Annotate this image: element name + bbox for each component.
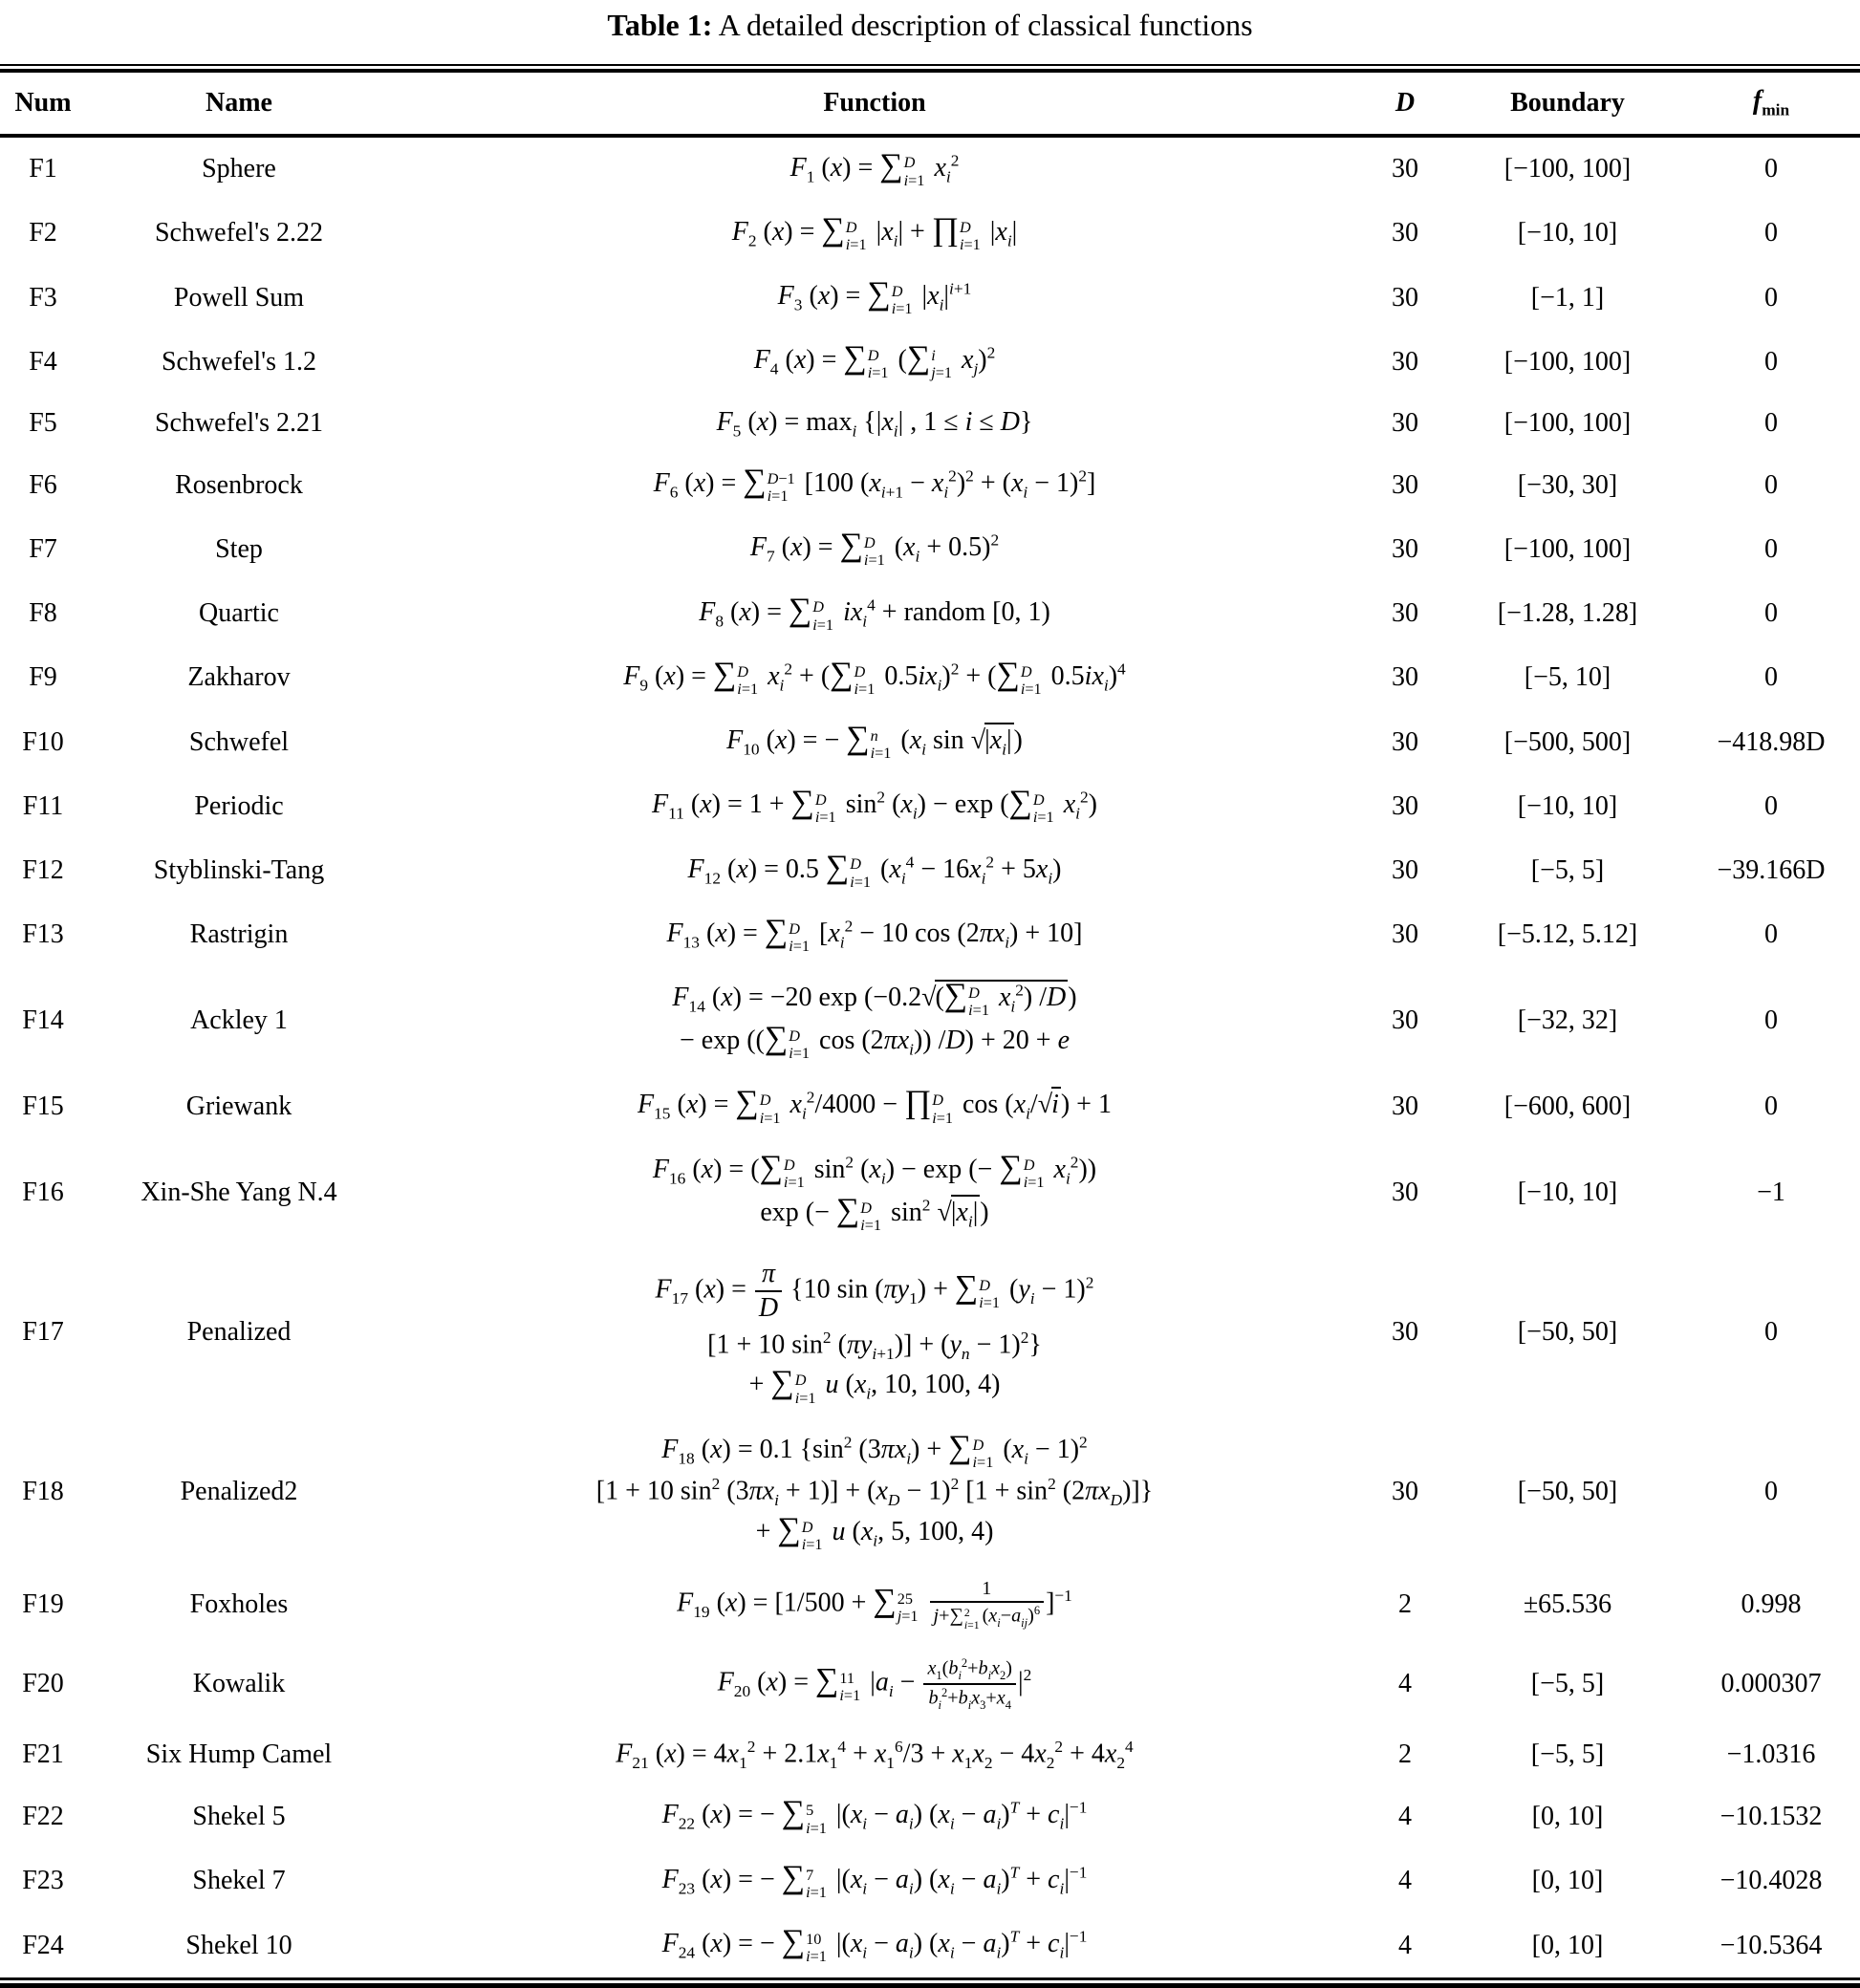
cell-boundary: [−5, 10] <box>1524 662 1611 693</box>
cell-function <box>392 1736 1357 1775</box>
formula-line: $F_{16}$ (x) = (∑D i=1 $\sin^2 (x_i) - \exp$ (− ∑D i=1 $x_i^2$)) <box>652 1149 1097 1191</box>
header-name: Name <box>205 87 272 118</box>
cell-name: Foxholes <box>189 1589 289 1620</box>
cell-num: F21 <box>22 1740 64 1769</box>
cell-function <box>392 528 1357 571</box>
table-row <box>0 1784 1860 1848</box>
cell-boundary: [−600, 600] <box>1503 1091 1632 1122</box>
table-row <box>0 839 1860 903</box>
cell-fmin: 0 <box>1764 1477 1778 1507</box>
cell-num: F5 <box>29 408 57 439</box>
cell-num: F7 <box>29 533 57 564</box>
cell-fmin: 0 <box>1764 598 1778 629</box>
cell-fmin: 0 <box>1764 1091 1778 1122</box>
cell-fmin: 0 <box>1764 919 1778 950</box>
formula-line: $F_{23}$ (x) = − ∑7 i=1 $|(x_i - a_i) (x_i - a_i)^T + c_i|^{-1}$ <box>661 1859 1088 1901</box>
cell-boundary: [0, 10] <box>1531 1866 1604 1896</box>
table-row <box>0 517 1860 581</box>
cell-d: 30 <box>1392 408 1418 439</box>
cell-d: 2 <box>1398 1740 1412 1769</box>
table-row <box>0 582 1860 646</box>
formula-line: $F_{20}$ (x) = ∑11 i=1 $|a_i$ − $x_1(b_i^2+b_ix_2)$ $b_i^2+b_ix_3+x_4$ $|^2$ <box>717 1656 1032 1713</box>
header-fmin-sub: min <box>1762 100 1790 119</box>
formula-line: $F_{15}$ (x) = ∑D i=1 $x_i^2/4000$ − ∏D i=1 $\cos (x_i/√i) + 1$ <box>638 1085 1112 1127</box>
formula-line: $F_3$ (x) = ∑D i=1 $|x_i|^{i+1}$ <box>777 276 972 318</box>
cell-d: 2 <box>1398 1589 1412 1620</box>
cell-function <box>392 148 1357 191</box>
cell-boundary: [−100, 100] <box>1503 154 1632 184</box>
formula-line: $F_7$ (x) = ∑D i=1 $(x_i + 0.5)^2$ <box>749 528 1000 570</box>
header-fmin <box>1682 86 1860 120</box>
formula-line: $F_6$ (x) = ∑D−1 i=1 [100 $(x_{i+1} - x_i^2)^2 + (x_i - 1)^2$] <box>653 464 1096 506</box>
header-fmin-f: f <box>1752 86 1763 116</box>
table-row <box>0 646 1860 710</box>
cell-num: F20 <box>22 1669 64 1699</box>
formula-line: $F_{10}$ (x) = − ∑n i=1 ($x_i$ $\sin √|x_i|$) <box>726 721 1023 763</box>
header-function: Function <box>823 87 926 118</box>
formula-line: $F_{17}$ (x) = $\frac{\pi}{D}$ {10 $\sin (\pi y_1) + \sum D$ i=1 $(y_i - 1)^2$ <box>655 1259 1094 1324</box>
cell-name: Xin-She Yang N.4 <box>141 1177 337 1207</box>
cell-name: Styblinski-Tang <box>153 855 325 886</box>
cell-fmin: 0 <box>1764 408 1778 439</box>
cell-d: 30 <box>1392 533 1418 564</box>
formula-line: $F_2$ (x) = ∑D i=1 $|x_i|$ + ∏D i=1 $|x_i|$ <box>731 211 1018 253</box>
cell-function <box>392 1924 1357 1967</box>
table-row <box>0 266 1860 330</box>
formula-line: $F_{21}$ $(x) = 4x_1^2 + 2.1x_1^4 + x_1^6/3 + x_1x_2 - 4x_2^2 + 4x_2^4$ <box>616 1737 1134 1772</box>
formula-line: $F_{18}$ (x) = 0.1 {$\sin^2$ $(3\pi x_i) + \sum D$ i=1 $(x_i - 1)^2$ <box>661 1429 1088 1471</box>
cell-d: 4 <box>1398 1669 1412 1699</box>
table-row <box>0 330 1860 394</box>
cell-function <box>392 276 1357 319</box>
formula-line: $F_{19}$ (x) = [1/500 + ∑25 j=1 1 j+∑2 i=1 $(x_i-a_{ij})^6$ ]$^{-1}$ <box>677 1578 1072 1632</box>
cell-name: Ackley 1 <box>190 1005 288 1036</box>
header-boundary: Boundary <box>1510 87 1625 118</box>
cell-function <box>392 593 1357 636</box>
cell-name: Schwefel's 2.21 <box>154 408 324 439</box>
cell-num: F16 <box>22 1177 64 1207</box>
table-row <box>0 967 1860 1074</box>
table-row <box>0 453 1860 517</box>
cell-function <box>392 850 1357 893</box>
cell-boundary: [0, 10] <box>1531 1802 1604 1832</box>
cell-num: F3 <box>29 282 57 313</box>
formula-line: + ∑D i=1 u ($x_i$, 10, 100, 4) <box>748 1365 1001 1407</box>
cell-fmin: 0.998 <box>1741 1589 1802 1620</box>
formula-line: $F_{13}$ (x) = ∑D i=1 [$x_i^2 - 10$ $\cos (2\pi x_i) + 10$] <box>666 913 1083 955</box>
cell-fmin: 0 <box>1764 1005 1778 1036</box>
cell-num: F11 <box>22 790 64 821</box>
cell-name: Kowalik <box>192 1669 286 1699</box>
cell-boundary: [−500, 500] <box>1503 726 1632 757</box>
cell-num: F12 <box>22 855 64 886</box>
cell-num: F22 <box>22 1802 64 1832</box>
cell-name: Penalized2 <box>180 1477 298 1507</box>
cell-fmin: 0 <box>1764 154 1778 184</box>
cell-boundary: [−10, 10] <box>1517 218 1618 248</box>
cell-function <box>392 785 1357 828</box>
cell-function <box>392 1576 1357 1633</box>
cell-d: 30 <box>1392 1317 1418 1348</box>
cell-d: 30 <box>1392 1091 1418 1122</box>
cell-d: 30 <box>1392 154 1418 184</box>
table-caption-body: A detailed description of classical functions <box>718 8 1253 42</box>
cell-num: F8 <box>29 598 57 629</box>
cell-function <box>392 340 1357 383</box>
cell-function <box>392 1085 1357 1128</box>
header-num: Num <box>14 87 72 118</box>
cell-num: F24 <box>22 1930 64 1960</box>
cell-fmin: −1.0316 <box>1726 1740 1816 1769</box>
cell-d: 30 <box>1392 218 1418 248</box>
cell-boundary: [−5, 5] <box>1530 1740 1605 1769</box>
cell-name: Griewank <box>185 1091 292 1122</box>
cell-boundary: [−50, 50] <box>1517 1317 1618 1348</box>
cell-name: Shekel 5 <box>192 1802 286 1832</box>
cell-num: F6 <box>29 469 57 500</box>
cell-d: 30 <box>1392 1477 1418 1507</box>
formula-line: $F_{24}$ (x) = − ∑10 i=1 $|(x_i - a_i) (x_i - a_i)^T + c_i|^{-1}$ <box>661 1923 1088 1965</box>
cell-name: Schwefel <box>188 726 290 757</box>
cell-boundary: [−5.12, 5.12] <box>1497 919 1638 950</box>
cell-num: F1 <box>29 154 57 184</box>
table-row <box>0 1725 1860 1785</box>
cell-d: 30 <box>1392 662 1418 693</box>
table-row <box>0 1246 1860 1419</box>
formula-line: $F_4$ (x) = ∑D i=1 (∑i j=1 $x_j)^2$ <box>753 340 996 382</box>
cell-name: Rastrigin <box>189 919 289 950</box>
cell-num: F19 <box>22 1589 64 1620</box>
table-row <box>0 1849 1860 1913</box>
cell-fmin: 0 <box>1764 218 1778 248</box>
cell-name: Quartic <box>199 598 279 629</box>
cell-fmin: 0 <box>1764 533 1778 564</box>
cell-d: 30 <box>1392 1005 1418 1036</box>
cell-d: 30 <box>1392 346 1418 377</box>
cell-d: 30 <box>1392 855 1418 886</box>
cell-num: F14 <box>22 1005 64 1036</box>
cell-boundary: [−50, 50] <box>1517 1477 1618 1507</box>
cell-boundary: [−10, 10] <box>1517 790 1618 821</box>
cell-fmin: −10.4028 <box>1719 1866 1823 1896</box>
cell-name: Zakharov <box>187 662 291 693</box>
cell-boundary: [−5, 5] <box>1530 855 1605 886</box>
cell-function <box>392 1430 1357 1555</box>
cell-d: 30 <box>1392 1177 1418 1207</box>
cell-boundary: [−10, 10] <box>1517 1177 1618 1207</box>
cell-num: F17 <box>22 1317 64 1348</box>
table-row <box>0 395 1860 454</box>
table-header <box>0 73 1860 134</box>
cell-boundary: [−100, 100] <box>1503 533 1632 564</box>
cell-function <box>392 464 1357 507</box>
cell-function <box>392 405 1357 443</box>
cell-num: F2 <box>29 218 57 248</box>
cell-boundary: [−100, 100] <box>1503 408 1632 439</box>
cell-function <box>392 1795 1357 1838</box>
cell-name: Schwefel's 2.22 <box>154 218 324 248</box>
cell-d: 4 <box>1398 1866 1412 1896</box>
cell-name: Powell Sum <box>173 282 305 313</box>
cell-num: F23 <box>22 1866 64 1896</box>
table-row <box>0 1074 1860 1138</box>
cell-d: 30 <box>1392 726 1418 757</box>
formula-line: + ∑D i=1 u ($x_i$, 5, 100, 4) <box>755 1511 994 1553</box>
cell-boundary: [−100, 100] <box>1503 346 1632 377</box>
cell-name: Schwefel's 1.2 <box>161 346 317 377</box>
cell-num: F13 <box>22 919 64 950</box>
cell-function <box>392 1257 1357 1409</box>
formula-line: $F_{14}$ (x) = −20 exp (−0.2√(∑D i=1 $x_i^2$) /D) <box>672 978 1077 1020</box>
table-row <box>0 903 1860 967</box>
formula-line: $F_5$ $(x) = \max_i \{|x_i|$ , 1 ≤ i ≤ D} <box>716 406 1033 441</box>
cell-fmin: 0 <box>1764 662 1778 693</box>
cell-function <box>392 212 1357 255</box>
formula-line: $F_1$ (x) = ∑D i=1 $x_i^2$ <box>789 147 960 189</box>
cell-name: Penalized <box>186 1317 292 1348</box>
cell-name: Shekel 7 <box>192 1866 286 1896</box>
cell-name: Shekel 10 <box>185 1930 292 1960</box>
cell-function <box>392 1150 1357 1236</box>
table-row <box>0 138 1860 202</box>
table-row <box>0 1566 1860 1644</box>
cell-function <box>392 657 1357 700</box>
cell-fmin: −10.5364 <box>1719 1930 1823 1960</box>
cell-num: F4 <box>29 346 57 377</box>
table-row <box>0 710 1860 774</box>
cell-fmin: 0 <box>1764 1317 1778 1348</box>
cell-fmin: −418.98D <box>1717 726 1826 757</box>
formula-line: $F_{22}$ (x) = − ∑5 i=1 $|(x_i - a_i) (x_i - a_i)^T + c_i|^{-1}$ <box>661 1795 1088 1837</box>
cell-num: F10 <box>22 726 64 757</box>
cell-fmin: 0.000307 <box>1720 1669 1822 1699</box>
cell-boundary: [−5, 5] <box>1530 1669 1605 1699</box>
cell-d: 30 <box>1392 282 1418 313</box>
table-row <box>0 1139 1860 1246</box>
cell-num: F15 <box>22 1091 64 1122</box>
cell-function <box>392 1654 1357 1714</box>
cell-num: F9 <box>29 662 57 693</box>
table-row <box>0 1419 1860 1566</box>
header-d <box>1357 88 1453 119</box>
cell-boundary: [−32, 32] <box>1517 1005 1618 1036</box>
page-title <box>0 0 1860 64</box>
table-row <box>0 202 1860 266</box>
table-row <box>0 1644 1860 1724</box>
cell-function <box>392 721 1357 764</box>
cell-boundary: [−30, 30] <box>1517 469 1618 500</box>
cell-function <box>392 914 1357 957</box>
cell-fmin: −1 <box>1757 1177 1785 1207</box>
formula-line: $F_9$ (x) = ∑D i=1 $x_i^2 + (\sum D$ i=1 $0.5ix_i)^2 + (\sum D$ i=1 $0.5ix_i)^4$ <box>623 656 1126 698</box>
cell-boundary: [0, 10] <box>1531 1930 1604 1960</box>
cell-fmin: 0 <box>1764 469 1778 500</box>
cell-d: 30 <box>1392 919 1418 950</box>
cell-d: 4 <box>1398 1802 1412 1832</box>
header-d-label: D <box>1395 87 1416 118</box>
cell-fmin: 0 <box>1764 346 1778 377</box>
formula-line: − exp ((∑D i=1 $\cos (2\pi x_i)$) /D) + 20 + e <box>680 1021 1070 1063</box>
cell-function <box>392 978 1357 1064</box>
formula-line: exp (− ∑D i=1 $\sin^2 √|x_i|$) <box>760 1192 989 1234</box>
cell-fmin: 0 <box>1764 282 1778 313</box>
table-row <box>0 774 1860 838</box>
cell-function <box>392 1860 1357 1903</box>
table-body <box>0 138 1860 1978</box>
cell-boundary: ±65.536 <box>1523 1589 1612 1620</box>
cell-boundary: [−1, 1] <box>1530 282 1605 313</box>
cell-fmin: −10.1532 <box>1719 1802 1823 1832</box>
table-caption-label: Table 1: <box>607 8 713 42</box>
formula-line: $F_8$ (x) = ∑D i=1 $ix_i^4$ + random [0, 1) <box>699 592 1050 634</box>
cell-name: Rosenbrock <box>175 469 303 500</box>
formula-line: $F_{12}$ (x) = 0.5 ∑D i=1 $(x_i^4 - 16x_i^2 + 5x_i)$ <box>687 849 1062 891</box>
formula-line: [1 + 10 $\sin^2 (\pi y_{i+1})] + (y_n - 1)^2$} <box>707 1328 1042 1363</box>
formula-line: [1 + 10 $\sin^2 (3\pi x_i + 1)] + (x_D - 1)^2$ $[1 + \sin^2 (2\pi x_D)]$} <box>595 1474 1154 1509</box>
cell-name: Step <box>215 533 263 564</box>
cell-name: Sphere <box>202 154 276 184</box>
formula-line: $F_{11}$ (x) = 1 + ∑D i=1 $\sin^2 (x_i) - \exp (\sum D$ i=1 $x_i^2$) <box>652 785 1097 827</box>
cell-name: Periodic <box>194 790 284 821</box>
cell-d: 30 <box>1392 790 1418 821</box>
cell-d: 30 <box>1392 598 1418 629</box>
cell-name: Six Hump Camel <box>145 1740 333 1769</box>
cell-boundary: [−1.28, 1.28] <box>1497 598 1638 629</box>
cell-fmin: 0 <box>1764 790 1778 821</box>
cell-num: F18 <box>22 1477 64 1507</box>
cell-d: 4 <box>1398 1930 1412 1960</box>
cell-d: 30 <box>1392 469 1418 500</box>
table-row <box>0 1913 1860 1977</box>
cell-fmin: −39.166D <box>1717 855 1826 886</box>
